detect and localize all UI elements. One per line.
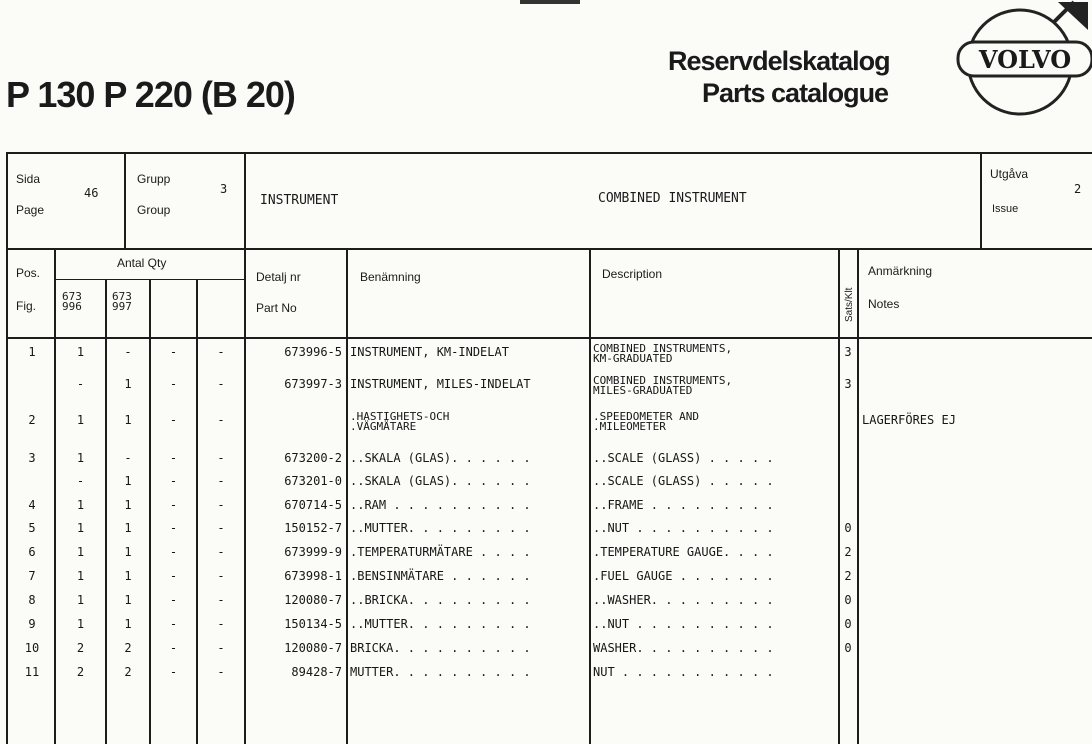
svg-text:Sats/Klt: Sats/Klt <box>844 287 855 322</box>
volvo-logo <box>948 0 1092 118</box>
col-fig-label: Fig. <box>16 299 37 313</box>
cell-description: ..WASHER. . . . . . . . . <box>593 593 774 607</box>
col-partno-label: Part No <box>256 301 297 315</box>
cell-qty-4: - <box>217 641 225 655</box>
cell-sats: 3 <box>844 377 852 391</box>
utgava-label: Utgåva <box>990 167 1029 181</box>
cell-description: COMBINED INSTRUMENTS, KM-GRADUATED <box>593 342 733 365</box>
col-detalj-label: Detalj nr <box>256 270 301 284</box>
cell-qty-673997: - <box>124 345 132 359</box>
cell-note: LAGERFÖRES EJ <box>862 413 956 427</box>
cell-benamning: .HASTIGHETS-OCH .VÄGMÄTARE <box>350 410 450 433</box>
cell-description: .FUEL GAUGE . . . . . . . <box>593 569 774 583</box>
cell-description: ..NUT . . . . . . . . . . <box>593 521 774 535</box>
cell-qty-4: - <box>217 474 225 488</box>
cell-qty-673997: 1 <box>124 521 132 535</box>
cell-pos: 8 <box>28 593 36 607</box>
cell-pos: 10 <box>24 641 40 655</box>
grid-line <box>124 152 126 248</box>
cell-qty-673996: 1 <box>76 593 85 607</box>
cell-pos: 7 <box>28 569 36 583</box>
cell-qty-4: - <box>217 665 225 679</box>
col-antal-qty-label: Antal Qty <box>117 256 167 270</box>
page-label: Page <box>16 203 45 217</box>
cell-pos: 3 <box>28 451 36 465</box>
cell-qty-4: - <box>217 377 225 391</box>
cell-description: COMBINED INSTRUMENTS, MILES-GRADUATED <box>593 374 733 397</box>
cell-qty-673997: 2 <box>124 641 132 655</box>
cell-pos: 5 <box>28 521 36 535</box>
cell-qty-4: - <box>217 498 225 512</box>
cell-sats: 0 <box>844 617 852 631</box>
cell-benamning: INSTRUMENT, MILES-INDELAT <box>350 377 531 391</box>
col-qty-673997: 673 997 <box>112 290 132 313</box>
grupp-label: Grupp <box>137 172 171 186</box>
cell-qty-3: - <box>169 377 178 391</box>
catalog-title-sv: Reservdelskatalog <box>668 46 890 76</box>
col-anmarkning-label: Anmärkning <box>868 264 933 278</box>
cell-qty-673996: 1 <box>76 617 85 631</box>
cell-benamning: ..SKALA (GLAS). . . . . . <box>350 451 531 465</box>
cell-description: .SPEEDOMETER AND .MILEOMETER <box>593 410 699 433</box>
col-qty-673996: 673 996 <box>62 290 82 313</box>
cell-qty-673997: 1 <box>124 413 132 427</box>
cell-pos: 11 <box>24 665 40 679</box>
grid-line <box>6 337 1092 339</box>
group-label: Group <box>137 203 171 217</box>
cell-qty-3: - <box>169 665 178 679</box>
cell-description: .TEMPERATURE GAUGE. . . . <box>593 545 774 559</box>
cell-part-no: 150152-7 <box>284 521 342 535</box>
brand-wordmark: VOLVO <box>978 45 1072 74</box>
cell-qty-3: - <box>169 474 178 488</box>
grid-line <box>244 152 246 744</box>
section-title-sv: INSTRUMENT <box>260 193 339 208</box>
cell-qty-3: - <box>169 593 178 607</box>
cell-benamning: .BENSINMÄTARE . . . . . . <box>350 569 531 583</box>
cell-qty-673997: - <box>124 451 132 465</box>
cell-qty-3: - <box>169 521 178 535</box>
cell-qty-673997: 1 <box>124 617 132 631</box>
model-title: P 130 P 220 (B 20) <box>6 74 295 115</box>
cell-benamning: .TEMPERATURMÄTARE . . . . <box>350 545 531 559</box>
cell-qty-673996: 2 <box>76 641 85 655</box>
grid-line <box>589 248 591 744</box>
cell-benamning: MUTTER. . . . . . . . . . <box>350 665 531 679</box>
cell-sats: 2 <box>844 569 852 583</box>
cell-qty-4: - <box>217 569 225 583</box>
cell-qty-4: - <box>217 593 225 607</box>
cell-part-no: 673201-0 <box>284 474 342 488</box>
cell-qty-4: - <box>217 545 225 559</box>
cell-qty-673997: 1 <box>124 474 132 488</box>
grid-line <box>980 152 982 248</box>
cell-sats: 3 <box>844 345 852 359</box>
grid-line <box>346 248 348 744</box>
cell-part-no: 673200-2 <box>284 451 342 465</box>
scan-mark <box>520 0 580 4</box>
cell-part-no: 673996-5 <box>284 345 342 359</box>
cell-qty-673997: 2 <box>124 665 132 679</box>
cell-part-no: 120080-7 <box>284 641 342 655</box>
cell-qty-3: - <box>169 498 178 512</box>
cell-qty-673996: 1 <box>76 521 85 535</box>
cell-qty-4: - <box>217 617 225 631</box>
cell-qty-673996: - <box>76 377 85 391</box>
cell-qty-673997: 1 <box>124 593 132 607</box>
cell-qty-673996: 1 <box>76 569 85 583</box>
cell-part-no: 673999-9 <box>284 545 342 559</box>
cell-qty-673997: 1 <box>124 377 132 391</box>
cell-qty-673996: 1 <box>76 545 85 559</box>
cell-qty-673996: 2 <box>76 665 85 679</box>
cell-pos: 4 <box>28 498 36 512</box>
cell-qty-3: - <box>169 413 178 427</box>
cell-description: WASHER. . . . . . . . . . <box>593 641 774 655</box>
col-benamning-label: Benämning <box>360 270 421 284</box>
cell-qty-4: - <box>217 451 225 465</box>
cell-description: ..FRAME . . . . . . . . . <box>593 498 774 512</box>
catalog-title-en: Parts catalogue <box>702 78 889 108</box>
cell-pos: 1 <box>28 345 36 359</box>
cell-qty-673996: 1 <box>76 413 85 427</box>
cell-qty-673997: 1 <box>124 545 132 559</box>
cell-sats: 2 <box>844 545 852 559</box>
cell-benamning: ..SKALA (GLAS). . . . . . <box>350 474 531 488</box>
cell-sats: 0 <box>844 641 852 655</box>
cell-sats: 0 <box>844 521 852 535</box>
page-number: 46 <box>84 186 99 200</box>
cell-description: ..SCALE (GLASS) . . . . . <box>593 474 774 488</box>
col-notes-label: Notes <box>868 297 900 311</box>
cell-benamning: BRICKA. . . . . . . . . . <box>350 641 531 655</box>
cell-benamning: ..MUTTER. . . . . . . . . <box>350 617 531 631</box>
cell-part-no: 89428-7 <box>291 665 342 679</box>
cell-description: ..SCALE (GLASS) . . . . . <box>593 451 774 465</box>
cell-benamning: INSTRUMENT, KM-INDELAT <box>350 345 509 359</box>
cell-pos: 2 <box>28 413 36 427</box>
cell-qty-3: - <box>169 569 178 583</box>
cell-qty-4: - <box>217 345 225 359</box>
grid-line <box>6 152 8 744</box>
cell-benamning: ..RAM . . . . . . . . . . <box>350 498 531 512</box>
cell-qty-4: - <box>217 413 225 427</box>
cell-pos: 6 <box>28 545 36 559</box>
issue-label: Issue <box>992 203 1019 215</box>
cell-qty-3: - <box>169 617 178 631</box>
cell-part-no: 120080-7 <box>284 593 342 607</box>
cell-part-no: 150134-5 <box>284 617 342 631</box>
col-pos-label: Pos. <box>16 266 41 280</box>
cell-qty-673996: 1 <box>76 345 85 359</box>
cell-qty-4: - <box>217 521 225 535</box>
cell-benamning: ..MUTTER. . . . . . . . . <box>350 521 531 535</box>
cell-qty-3: - <box>169 451 178 465</box>
grid-line <box>6 152 1092 154</box>
cell-qty-673997: 1 <box>124 569 132 583</box>
cell-part-no: 670714-5 <box>284 498 342 512</box>
cell-qty-3: - <box>169 641 178 655</box>
cell-qty-673996: - <box>76 474 85 488</box>
cell-benamning: ..BRICKA. . . . . . . . . <box>350 593 531 607</box>
cell-pos: 9 <box>28 617 36 631</box>
cell-qty-673996: 1 <box>76 498 85 512</box>
col-sats-label <box>838 266 858 326</box>
cell-qty-673997: 1 <box>124 498 132 512</box>
group-number: 3 <box>220 182 228 196</box>
cell-part-no: 673997-3 <box>284 377 342 391</box>
grid-line <box>6 248 1092 250</box>
sida-label: Sida <box>16 172 41 186</box>
section-title-en: COMBINED INSTRUMENT <box>598 191 747 206</box>
cell-qty-3: - <box>169 345 178 359</box>
issue-number: 2 <box>1074 182 1082 196</box>
cell-sats: 0 <box>844 593 852 607</box>
cell-description: ..NUT . . . . . . . . . . <box>593 617 774 631</box>
cell-part-no: 673998-1 <box>284 569 342 583</box>
cell-qty-673996: 1 <box>76 451 85 465</box>
col-description-label: Description <box>602 267 663 281</box>
cell-qty-3: - <box>169 545 178 559</box>
cell-description: NUT . . . . . . . . . . . <box>593 665 774 679</box>
